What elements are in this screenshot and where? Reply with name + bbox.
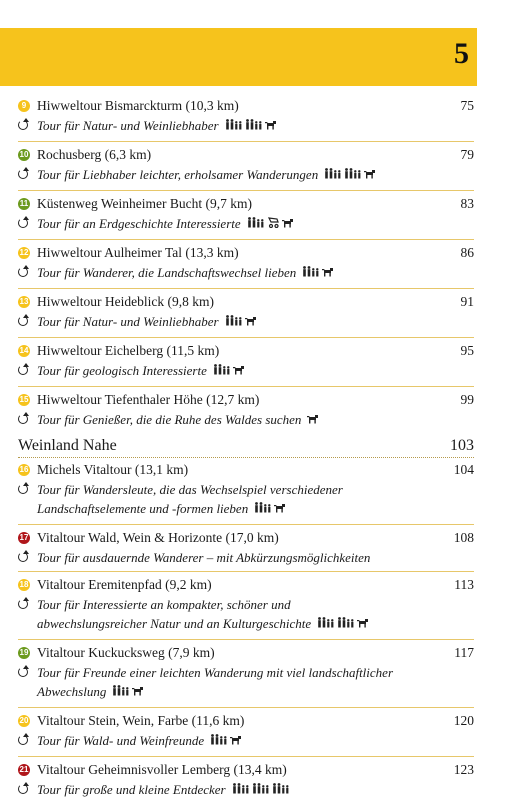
tour-number-badge: 12 [19,248,29,257]
tour-subtitle-block [37,165,376,186]
section-heading [18,435,474,458]
tour-icons [223,118,277,137]
tour-icons [208,733,242,752]
toc-entry[interactable] [18,575,474,635]
entry-divider [18,386,474,387]
tour-title: Hiwweltour Tiefenthaler Höhe (12,7 km) [37,392,260,407]
header-band [0,28,477,86]
stroller-icon [267,216,280,235]
tour-subtitle: Tour für große und kleine Entdecker [37,782,226,797]
tour-subtitle: Tour für Natur- und Weinliebhaber [37,118,219,133]
tour-subtitle-block [37,595,369,635]
loop-icon [18,267,28,277]
tour-number-badge: 21 [19,765,29,774]
toc-entry[interactable] [18,194,474,235]
family-icon [245,118,263,137]
tour-page: 79 [460,147,474,162]
loop-icon [18,365,28,375]
tour-subtitle-block [37,214,294,235]
dog-icon [245,314,257,333]
tour-number-badge: 17 [19,533,29,542]
toc-entry[interactable] [18,460,474,520]
tour-page: 95 [460,343,474,358]
tour-number-badge: 10 [19,150,29,159]
loop-icon [18,316,28,326]
loop-icon [18,120,28,130]
entry-divider [18,756,474,757]
tour-icons [223,314,257,333]
tour-title: Hiwweltour Eichelberg (11,5 km) [37,343,220,358]
tour-subtitle: Tour für Wandersleute, die das Wechselspiel verschiedener [37,482,343,497]
tour-number-badge: 15 [19,395,29,404]
family-icon [225,118,243,137]
tour-subtitle-block [37,410,319,431]
tour-title: Hiwweltour Bismarckturm (10,3 km) [37,98,239,113]
tour-subtitle-line2: Abwechslung [37,684,107,699]
tour-number-badge: 16 [19,465,29,474]
tour-number-badge: 14 [19,346,29,355]
tour-subtitle-block [37,780,290,801]
tour-subtitle: Tour für geologisch Interessierte [37,363,207,378]
entry-divider [18,639,474,640]
entry-divider [18,707,474,708]
family-icon [210,733,228,752]
loop-icon [18,599,28,609]
tour-number-badge: 9 [18,100,30,112]
entry-divider [18,239,474,240]
tour-subtitle: Tour für Interessierte an kompakter, schöner und [37,597,291,612]
toc-entry[interactable] [18,145,474,186]
family-icon [247,216,265,235]
family-icon [344,167,362,186]
section-page: 103 [450,437,474,454]
dog-icon [357,616,369,635]
family-icon [254,501,272,520]
page-number: 5 [454,37,469,70]
toc-entry[interactable] [18,528,474,567]
family-icon [337,616,355,635]
tour-title: Hiwweltour Aulheimer Tal (13,3 km) [37,245,239,260]
tour-subtitle-line2: abwechslungsreicher Natur und an Kulturgeschichte [37,616,312,631]
dog-icon [265,118,277,137]
tour-number-badge: 19 [19,648,29,657]
tour-page: 75 [460,98,474,113]
dog-icon [274,501,286,520]
loop-icon [18,552,28,562]
tour-subtitle: Tour für Wanderer, die Landschaftswechsel lieben [37,265,297,280]
tour-subtitle: Tour für Wald- und Weinfreunde [37,733,205,748]
family-icon [252,782,270,801]
tour-subtitle: Tour für Natur- und Weinliebhaber [37,314,219,329]
loop-icon [18,169,28,179]
entry-divider [18,190,474,191]
family-icon [317,616,335,635]
tour-icons [211,363,245,382]
tour-page: 108 [453,530,474,545]
tour-page: 123 [453,762,474,777]
section-title: Weinland Nahe [18,437,117,454]
tour-title: Küstenweg Weinheimer Bucht (9,7 km) [37,196,252,211]
entry-divider [18,141,474,142]
toc-list-top [18,96,474,435]
dog-icon [233,363,245,382]
tour-title: Vitaltour Geheimnisvoller Lemberg (13,4 km) [37,762,287,777]
table-of-contents [18,96,474,801]
dog-icon [307,412,319,431]
dog-icon [132,684,144,703]
entry-divider [18,571,474,572]
loop-icon [18,667,28,677]
tour-title: Rochusberg (6,3 km) [37,147,152,162]
loop-icon [18,735,28,745]
tour-title: Vitaltour Kuckucksweg (7,9 km) [37,645,215,660]
tour-title: Vitaltour Wald, Wein & Horizonte (17,0 km) [37,530,279,545]
tour-title: Vitaltour Eremitenpfad (9,2 km) [37,577,212,592]
dog-icon [364,167,376,186]
tour-subtitle-block [37,263,334,284]
tour-icons [230,782,290,801]
tour-page: 83 [460,196,474,211]
tour-subtitle-block [37,480,343,520]
toc-entry[interactable] [18,760,474,801]
loop-icon [18,784,28,794]
family-icon [112,684,130,703]
tour-subtitle-line2: Landschaftselemente und -formen lieben [37,501,249,516]
tour-title: Hiwweltour Heideblick (9,8 km) [37,294,214,309]
header-side-strip [477,28,523,86]
dog-icon [230,733,242,752]
toc-entry[interactable] [18,643,474,703]
entry-divider [18,288,474,289]
tour-subtitle: Tour für Liebhaber leichter, erholsamer Wanderungen [37,167,319,182]
entry-divider [18,524,474,525]
tour-subtitle-block [37,548,374,567]
toc-entry[interactable] [18,243,474,284]
loop-icon [18,218,28,228]
toc-entry[interactable] [18,96,474,137]
tour-icons [305,412,319,431]
tour-page: 91 [460,294,474,309]
tour-subtitle: Tour für Freunde einer leichten Wanderung mit viel landschaftlicher [37,665,394,680]
tour-page: 113 [454,577,474,592]
tour-subtitle-block [37,663,393,703]
toc-entry[interactable] [18,292,474,333]
tour-subtitle: Tour für Genießer, die die Ruhe des Waldes suchen [37,412,302,427]
tour-icons [300,265,334,284]
family-icon [232,782,250,801]
tour-icons [110,684,144,703]
family-icon [272,782,290,801]
family-icon [225,314,243,333]
tour-page: 104 [453,462,474,477]
tour-number-badge: 11 [19,199,29,208]
tour-number-badge: 13 [19,297,29,306]
tour-title: Vitaltour Stein, Wein, Farbe (11,6 km) [37,713,245,728]
dog-icon [322,265,334,284]
loop-icon [18,414,28,424]
toc-entry[interactable] [18,390,474,431]
tour-icons [252,501,286,520]
tour-number-badge: 20 [19,716,29,725]
tour-subtitle-block [37,731,242,752]
tour-page: 86 [460,245,474,260]
tour-subtitle: Tour für an Erdgeschichte Interessierte [37,216,241,231]
tour-subtitle-block [37,116,277,137]
entry-divider [18,337,474,338]
tour-page: 117 [454,645,474,660]
tour-subtitle: Tour für ausdauernde Wanderer – mit Abkürzungsmöglichkeiten [37,550,371,565]
tour-number-badge: 18 [19,580,29,589]
dog-icon [282,216,294,235]
tour-subtitle-block [37,312,257,333]
tour-icons [315,616,369,635]
tour-icons [322,167,376,186]
tour-subtitle-block [37,361,245,382]
toc-entry[interactable] [18,711,474,752]
tour-title: Michels Vitaltour (13,1 km) [37,462,189,477]
family-icon [324,167,342,186]
tour-icons [245,216,294,235]
loop-icon [18,484,28,494]
family-icon [213,363,231,382]
family-icon [302,265,320,284]
toc-entry[interactable] [18,341,474,382]
tour-page: 120 [453,713,474,728]
tour-page: 99 [460,392,474,407]
